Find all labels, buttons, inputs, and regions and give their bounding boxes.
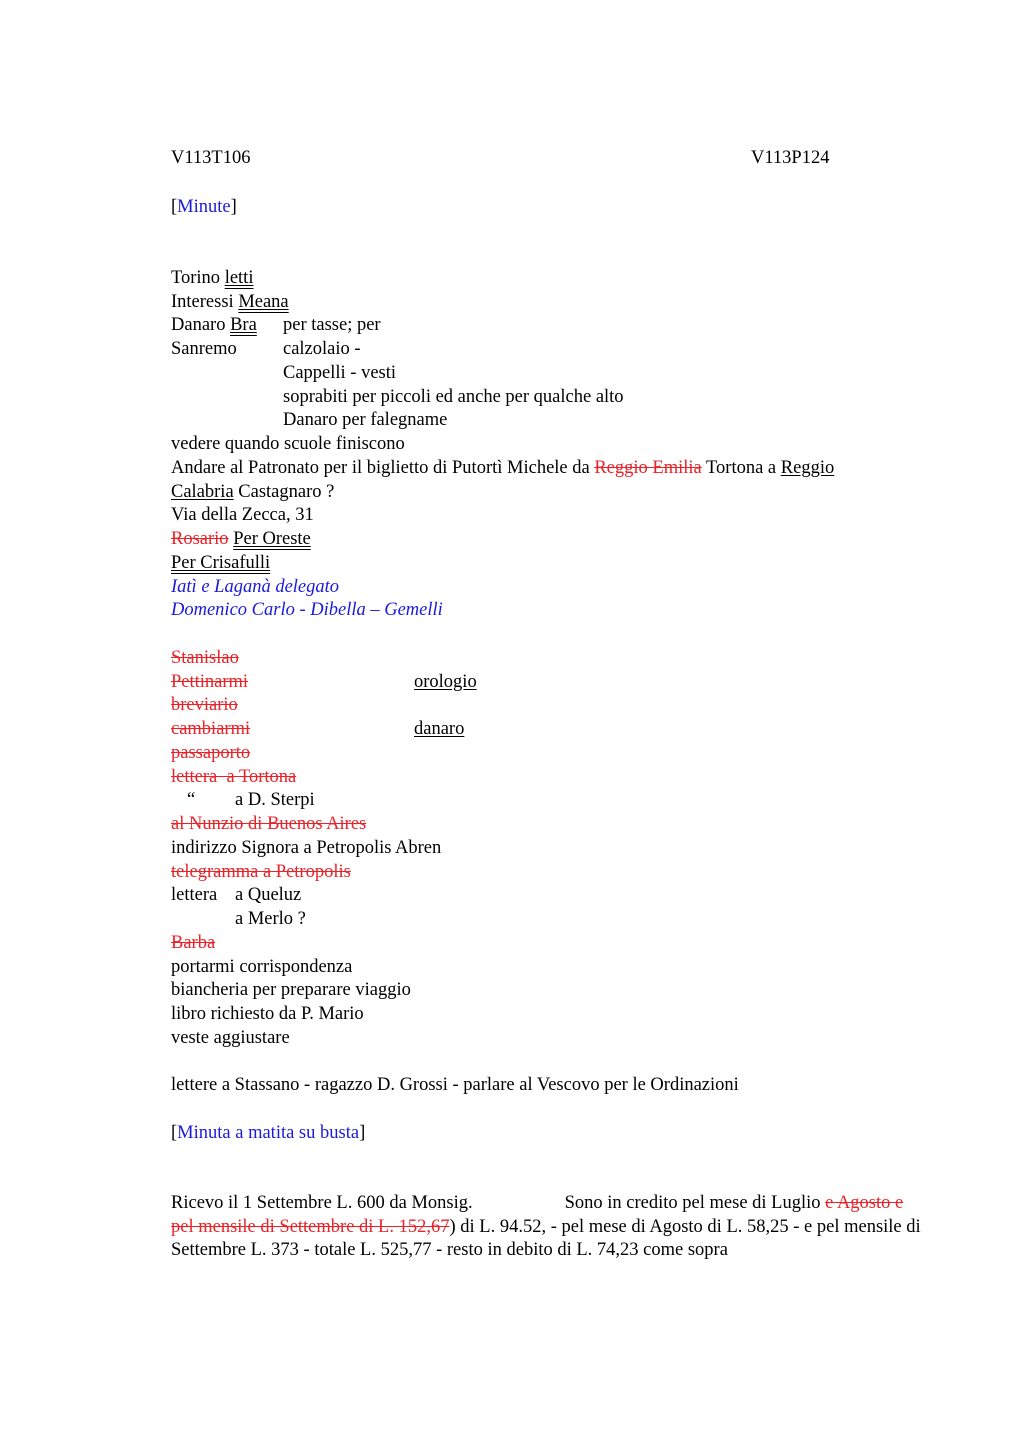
- header-left-code: V113T106: [171, 148, 251, 168]
- list-item: portarmi corrispondenza: [171, 957, 353, 977]
- struck-reggio-emilia: Reggio Emilia: [594, 458, 702, 478]
- section-title: Minuta a matita su busta: [177, 1123, 360, 1143]
- note-line: soprabiti per piccoli ed anche per qualche alto: [283, 387, 624, 407]
- note-line: [171, 552, 270, 574]
- struck-item: breviario: [171, 695, 238, 715]
- ricevo-rest: ) di L. 94.52, - pel mese di Agosto di L. 58,25 - e pel mensile di Settembre L. 373 - totale L. 525,77 - resto in debito di L. 74,23 come sopra: [171, 1216, 921, 1261]
- bracket-close: ]: [359, 1123, 366, 1143]
- list-item: a D. Sterpi: [235, 790, 315, 810]
- note-line-italic: Iatì e Laganà delegato: [171, 577, 340, 597]
- ricevo-paragraph: [171, 1192, 921, 1263]
- list-item: biancheria per preparare viaggio: [171, 980, 411, 1000]
- list-item: libro richiesto da P. Mario: [171, 1004, 364, 1024]
- ricevo-credit: Sono in credito pel mese di Luglio: [564, 1193, 821, 1213]
- struck-item: passaporto: [171, 743, 251, 763]
- struck-rosario: Rosario: [171, 529, 229, 549]
- list-item: a Merlo ?: [235, 909, 306, 929]
- struck-amount: e Agosto e pel mensile di Settembre di L. 152,67: [171, 1193, 904, 1237]
- struck-item: al Nunzio di Buenos Aires: [171, 814, 367, 834]
- text-danaro: Danaro: [171, 315, 226, 335]
- text-reggio: Reggio: [780, 458, 835, 478]
- text-per-oreste: Per Oreste: [233, 529, 311, 549]
- note-line: vedere quando scuole finiscono: [171, 434, 405, 454]
- struck-item: telegramma a Petropolis: [171, 862, 351, 882]
- header-right-code: V113P124: [751, 148, 830, 168]
- list-item: a Queluz: [235, 885, 302, 905]
- text-per-crisafulli: Per Crisafulli: [171, 553, 271, 573]
- bracket-open: [: [171, 1123, 178, 1143]
- list-item: veste aggiustare: [171, 1028, 290, 1048]
- note-line: Via della Zecca, 31: [171, 505, 314, 525]
- note-line: [171, 267, 253, 289]
- note-line: [171, 457, 834, 479]
- struck-item: Barba: [171, 933, 216, 953]
- text-letti: letti: [224, 268, 254, 288]
- text-torino: Torino: [171, 268, 221, 288]
- note-line: [171, 481, 334, 503]
- note-line: Cappelli - vesti: [283, 363, 397, 383]
- text-calabria: Calabria: [171, 482, 234, 502]
- list-item: indirizzo Signora a Petropolis Abren: [171, 838, 442, 858]
- struck-item: Pettinarmi: [171, 672, 249, 692]
- text-bra: Bra: [230, 315, 257, 335]
- lettere-line: lettere a Stassano - ragazzo D. Grossi - parlare al Vescovo per le Ordinazioni: [171, 1075, 739, 1095]
- struck-item: lettera a Tortona: [171, 767, 297, 787]
- note-line-italic: Domenico Carlo - Dibella – Gemelli: [171, 600, 443, 620]
- bracket-open: [: [171, 197, 178, 217]
- ricevo-text: Ricevo il 1 Settembre L. 600 da Monsig.: [171, 1193, 473, 1213]
- note-line: Sanremo: [171, 339, 237, 359]
- section-heading-minuta: [171, 1122, 365, 1144]
- ditto-mark: “: [187, 790, 196, 810]
- list-item-danaro: danaro: [414, 719, 465, 739]
- section-title: Minute: [177, 197, 231, 217]
- note-line: Danaro per falegname: [283, 410, 448, 430]
- bracket-close: ]: [230, 197, 237, 217]
- text-andare: Andare al Patronato per il biglietto di Putortì Michele da: [171, 458, 590, 478]
- text-interessi: Interessi: [171, 292, 234, 312]
- text-meana: Meana: [238, 292, 289, 312]
- struck-item: cambiarmi: [171, 719, 251, 739]
- note-line: per tasse; per: [283, 315, 381, 335]
- text-castagnaro: Castagnaro ?: [238, 482, 335, 502]
- note-line: [171, 314, 257, 336]
- note-line: calzolaio -: [283, 339, 361, 359]
- section-heading-minute: [171, 196, 237, 218]
- text-tortona-a: Tortona a: [706, 458, 777, 478]
- struck-item: Stanislao: [171, 648, 239, 668]
- note-line: [171, 528, 311, 550]
- list-item: lettera: [171, 885, 218, 905]
- list-item-orologio: orologio: [414, 672, 477, 692]
- note-line: [171, 291, 289, 313]
